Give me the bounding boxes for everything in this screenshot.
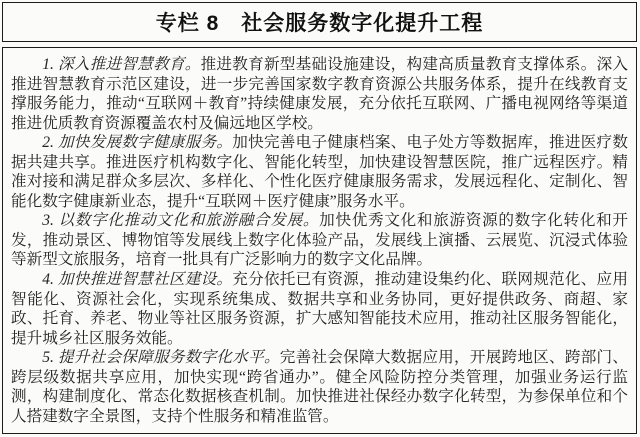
paragraph-2-number: 2. (42, 134, 59, 152)
panel-body-box (2, 47, 637, 434)
paragraph-5 (11, 348, 628, 426)
paragraph-3-text: 加快优秀文化和旅游资源的数字化转化和开发，推动景区、博物馆等发展线上数字化体验产品，发展线上演播、云展览、沉浸式体验等新型文旅服务，培育一批具有广泛影响力的数字文化品牌。 (11, 212, 628, 269)
paragraph-1-number: 1. (42, 56, 59, 73)
panel-title: 专栏 8 社会服务数字化提升工程 (155, 12, 484, 35)
paragraph-3-number: 3. (42, 212, 59, 230)
paragraph-1-text: 推进教育新型基础设施建设，构建高质量教育支撑体系。深入推进智慧教育示范区建设，进一步完善国家数字教育资源公共服务体系，提升在线教育支撑服务能力，推动“互联网＋教育”持续健康发展，充分依托互联网、广播电视网络等渠道推进优质教育资源覆盖农村及偏远地区学校。 (11, 56, 629, 132)
panel-title-box (2, 2, 637, 42)
paragraph-5-number: 5. (42, 349, 59, 367)
paragraph-1 (11, 55, 628, 133)
paragraph-3-lead: 以数字化推动文化和旅游融合发展。 (58, 212, 320, 230)
paragraph-3 (11, 211, 628, 270)
paragraph-2 (11, 133, 628, 211)
paragraph-4 (11, 270, 628, 348)
paragraph-4-text: 充分依托已有资源，推动建设集约化、联网规范化、应用智能化、资源社会化，实现系统集成、数据共享和业务协同，更好提供政务、商超、家政、托育、养老、物业等社区服务资源，扩大感知智能技术应用，推动社区服务智能化，提升城乡社区服务效能。 (11, 271, 628, 347)
paragraph-2-lead: 加快发展数字健康服务。 (58, 134, 233, 152)
paragraph-1-lead: 深入推进智慧教育。 (58, 56, 201, 73)
paragraph-5-text: 完善社会保障大数据应用，开展跨地区、跨部门、跨层级数据共享应用，加快实现“跨省通办”。健全风险防控分类管理，加强业务运行监测，构建制度化、常态化数据核查机制。加快推进社保经办数字化转型，为参保单位和个人搭建数字全景图，支持个性服务和精准监管。 (11, 349, 628, 425)
paragraph-2-text: 加快完善电子健康档案、电子处方等数据库，推进医疗数据共建共享。推进医疗机构数字化、智能化转型，加快建设智慧医院，推广远程医疗。精准对接和满足群众多层次、多样化、个性化医疗健康服务需求，发展远程化、定制化、智能化数字健康新业态，提升“互联网＋医疗健康”服务水平。 (11, 134, 628, 210)
paragraph-4-lead: 加快推进智慧社区建设。 (58, 271, 233, 289)
paragraph-4-number: 4. (42, 271, 59, 289)
paragraph-5-lead: 提升社会保障服务数字化水平。 (58, 349, 280, 367)
